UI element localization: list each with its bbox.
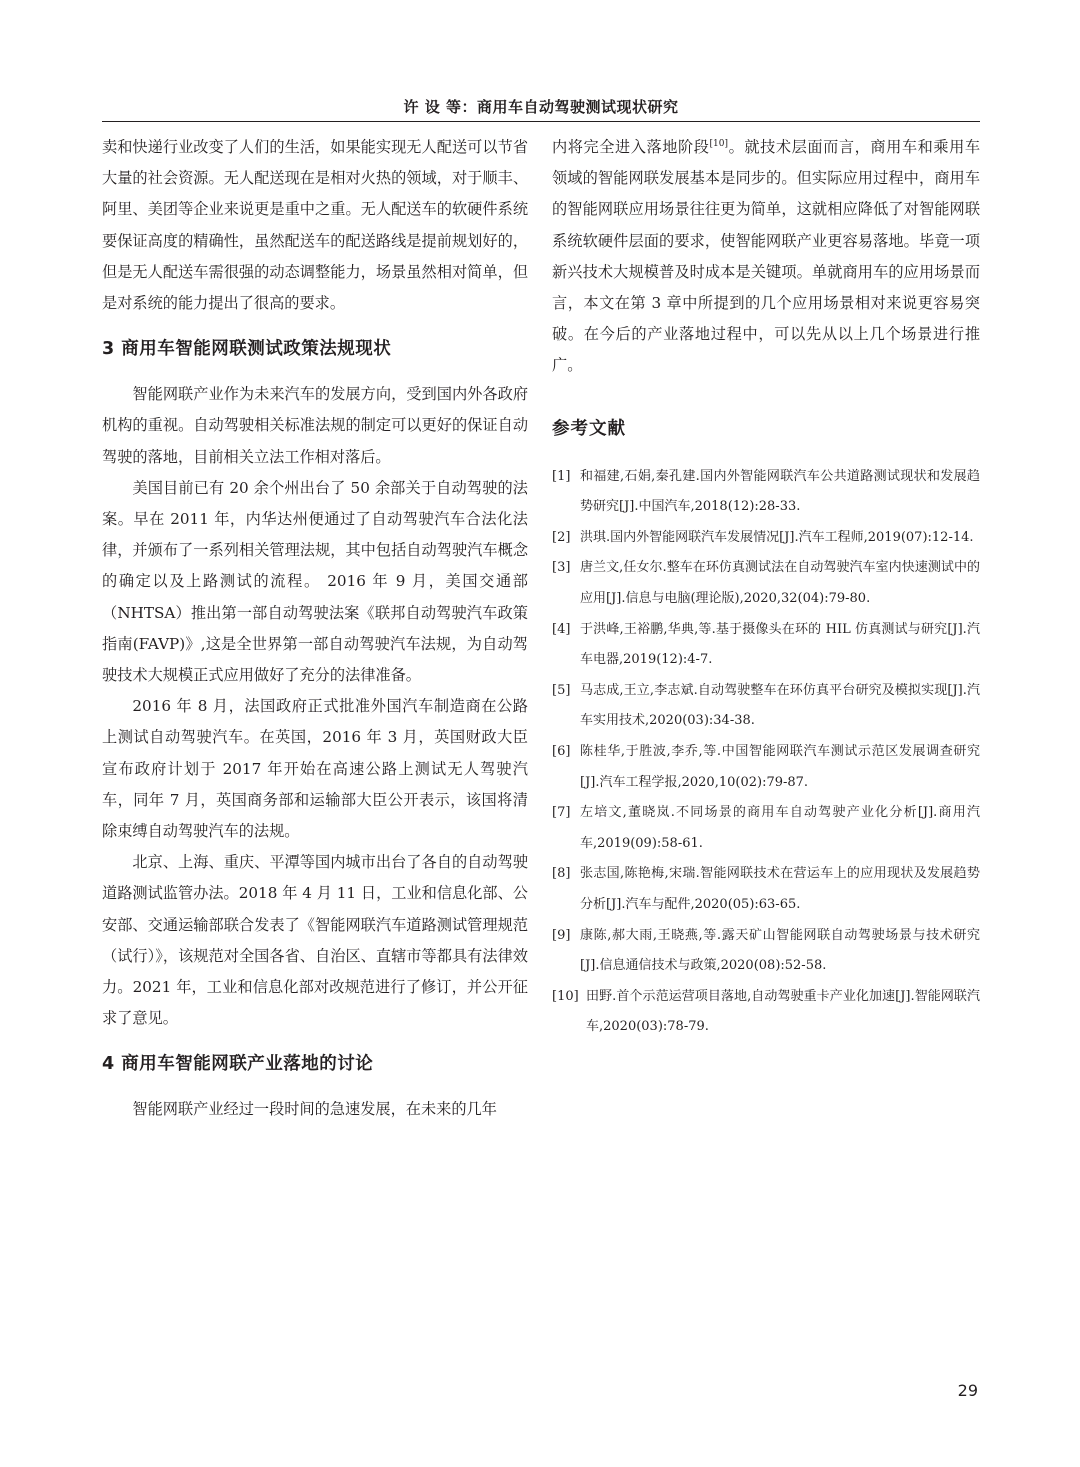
references-list bbox=[552, 462, 980, 1043]
reference-item bbox=[552, 798, 980, 859]
reference-text: 张志国,陈艳梅,宋瑞.智能网联技术在营运车上的应用现状及发展趋势分析[J].汽车与配件,2020(05):63-65. bbox=[580, 866, 980, 912]
reference-text: 陈桂华,于胜波,李乔,等.中国智能网联汽车测试示范区发展调查研究[J].汽车工程学报,2020,10(02):79-87. bbox=[580, 743, 980, 790]
reference-number: [4] bbox=[552, 621, 571, 637]
reference-number: [7] bbox=[552, 805, 571, 821]
reference-item bbox=[552, 982, 980, 1043]
reference-item bbox=[552, 553, 980, 614]
reference-number: [5] bbox=[552, 682, 571, 698]
continuation-text-start: 内将完全进入落地阶段 bbox=[552, 138, 710, 156]
section-4-heading: 4 商用车智能网联产业落地的讨论 bbox=[102, 1054, 374, 1075]
citation-superscript: [10] bbox=[709, 138, 728, 149]
references-heading: 参考文献 bbox=[552, 418, 626, 439]
reference-number: [1] bbox=[552, 468, 571, 484]
reference-item bbox=[552, 615, 980, 676]
section-3-paragraph-3: 2016 年 8 月，法国政府正式批准外国汽车制造商在公路上测试自动驾驶汽车。在英国，2016 年 3 月，英国财政大臣宣布政府计划于 2017 年开始在高速公路上测试无人驾驶汽车，同年 7 月，英国商务部和运输部大臣公开表示，该国将清除束缚自动驾驶汽车的法规。 bbox=[102, 697, 528, 841]
section-3-heading: 3 商用车智能网联测试政策法规现状 bbox=[102, 339, 392, 360]
section-3-paragraph-1: 智能网联产业作为未来汽车的发展方向，受到国内外各政府机构的重视。自动驾驶相关标准法规的制定可以更好的保证自动驾驶的落地，目前相关立法工作相对落后。 bbox=[102, 385, 528, 466]
reference-text: 田野.首个示范运营项目落地,自动驾驶重卡产业化加速[J].智能网联汽车,2020(03):78-79. bbox=[586, 988, 980, 1035]
reference-number: [10] bbox=[552, 988, 579, 1004]
reference-number: [3] bbox=[552, 560, 571, 576]
continuation-text-end: 。就技术层面而言，商用车和乘用车领域的智能网联发展基本是同步的。但实际应用过程中，商用车的智能网联应用场景往往更为简单，这就相应降低了对智能网联系统软硬件层面的要求，使智能网联产业更容易落地。毕竟一项新兴技术大规模普及时成本是关键项。单就商用车的应用场景而言，本文在第 3 章中所提到的几个应用场景相对来说更容易突破。在今后的产业落地过程中，可以先从以上几个场景进行推广。 bbox=[552, 138, 981, 375]
reference-number: [9] bbox=[552, 927, 571, 943]
section-4-paragraph: 智能网联产业经过一段时间的急速发展，在未来的几年 bbox=[132, 1100, 497, 1119]
reference-text: 于洪峰,王裕鹏,华典,等.基于摄像头在环的 HIL 仿真测试与研究[J].汽车电器,2019(12):4-7. bbox=[580, 621, 980, 668]
reference-text: 和福建,石娟,秦孔建.国内外智能网联汽车公共道路测试现状和发展趋势研究[J].中国汽车,2018(12):28-33. bbox=[580, 468, 980, 515]
reference-text: 马志成,王立,李志斌.自动驾驶整车在环仿真平台研究及模拟实现[J].汽车实用技术,2020(03):34-38. bbox=[580, 682, 980, 729]
header-rule bbox=[102, 121, 980, 122]
page-number: 29 bbox=[957, 1381, 978, 1400]
continuation-paragraph bbox=[552, 132, 980, 382]
intro-paragraph: 卖和快递行业改变了人们的生活，如果能实现无人配送可以节省大量的社会资源。无人配送现在是相对火热的领域，对于顺丰、阿里、美团等企业来说更是重中之重。无人配送车的软硬件系统要保证高度的精确性，虽然配送车的配送路线是提前规划好的，但是无人配送车需很强的动态调整能力，场景虽然相对简单，但是对系统的能力提出了很高的要求。 bbox=[102, 138, 528, 313]
left-column bbox=[102, 132, 528, 1126]
reference-text: 左培文,董晓岚.不同场景的商用车自动驾驶产业化分析[J].商用汽车,2019(09):58-61. bbox=[580, 805, 980, 851]
reference-item bbox=[552, 523, 980, 554]
reference-item bbox=[552, 462, 980, 523]
reference-item bbox=[552, 859, 980, 920]
reference-text: 洪琪.国内外智能网联汽车发展情况[J].汽车工程师,2019(07):12-14. bbox=[580, 529, 974, 545]
reference-number: [2] bbox=[552, 529, 571, 545]
reference-item bbox=[552, 921, 980, 982]
section-3-paragraph-2: 美国目前已有 20 余个州出台了 50 余部关于自动驾驶的法案。早在 2011 年，内华达州便通过了自动驾驶汽车合法化法律，并颁布了一系列相关管理法规，其中包括自动驾驶汽车概念的确定以及上路测试的流程。 2016 年 9 月，美国交通部（NHTSA）推出第一部自动驾驶法案《联邦自动驾驶汽车政策指南(FAVP)》,这是全世界第一部自动驾驶汽车法规，为自动驾驶技术大规模正式应用做好了充分的法律准备。 bbox=[102, 478, 528, 685]
right-column bbox=[552, 132, 980, 1043]
reference-item bbox=[552, 676, 980, 737]
section-3-paragraph-4: 北京、上海、重庆、平潭等国内城市出台了各自的自动驾驶道路测试监管办法。2018 年 4 月 11 日，工业和信息化部、公安部、交通运输部联合发表了《智能网联汽车道路测试管理规范（试行）》，该规范对全国各省、自治区、直辖市等都具有法律效力。2021 年，工业和信息化部对改规范进行了修订，并公开征求了意见。 bbox=[102, 853, 528, 1028]
reference-text: 唐兰文,任女尔.整车在环仿真测试法在自动驾驶汽车室内快速测试中的应用[J].信息与电脑(理论版),2020,32(04):79-80. bbox=[580, 560, 980, 606]
reference-item bbox=[552, 737, 980, 798]
running-header-title: 许 设 等：商用车自动驾驶测试现状研究 bbox=[403, 98, 679, 116]
reference-text: 康陈,郝大雨,王晓燕,等.露天矿山智能网联自动驾驶场景与技术研究[J].信息通信技术与政策,2020(08):52-58. bbox=[580, 927, 980, 974]
reference-number: [6] bbox=[552, 743, 571, 759]
reference-number: [8] bbox=[552, 866, 571, 882]
